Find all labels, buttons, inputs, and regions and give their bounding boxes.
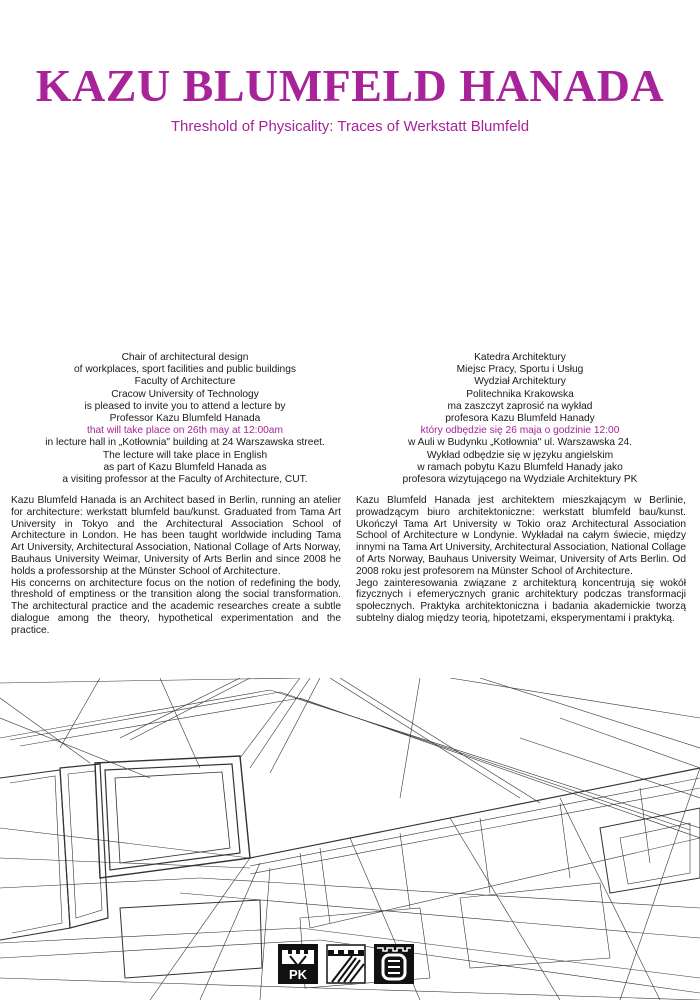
pk-logo-text: PK: [288, 967, 308, 982]
invite-line: Chair of architectural design: [121, 352, 249, 363]
bio-paragraph: Kazu Blumfeld Hanada is an Architect based in Berlin, running an atelier for architecture: werkstatt blumfeld bau/kunst. Graduated from Tama Art University in Tokyo and the Architectural Association School of Architecture in London. He has been taught worldwide including Tama Art University, Architectural Association, National Collage of Arts Norway, Bauhaus University Weimar, University of Arts Berlin and since 2008 he holds a professorship at the Münster School of Architecture.: [11, 495, 341, 577]
invite-line: profesora Kazu Blumfeld Hanady: [445, 413, 595, 425]
invite-line: ma zaszczyt zaprosić na wykład: [447, 400, 593, 412]
page-title: KAZU BLUMFELD HANADA: [35, 60, 665, 111]
bio-paragraph: Kazu Blumfeld Hanada jest architektem mieszkającym w Berlinie, prowadzącym biuro architektoniczne: werkstatt blumfeld bau/kunst. Ukończył Tama Art University w Tokio oraz Architectural Association School of Architecture w Londynie. Wykładał na całym świecie, między innymi na Tama Art University, Architectural Association, National Collage of Arts Norway, Bauhaus University Weimar, University of Arts Berlin. Od 2008 roku jest profesorem na Münster School of Architecture.: [356, 495, 686, 577]
invitation-english: [20, 352, 350, 486]
bio-paragraph: His concerns on architecture focus on the notion of redefining the body, threshold of emptiness or the transition along the social transformation. The architectural practice and the academic researches create a subtle dialogue among the theory, hypothetical experimentation and the practice.: [11, 577, 341, 636]
biography-english: [11, 495, 341, 637]
invite-line: The lecture will take place in English: [102, 449, 268, 461]
pk-castle-logo-icon: [278, 944, 318, 984]
subtitle: Threshold of Physicality: Traces of Werkstatt Blumfeld: [170, 118, 530, 135]
invite-line: Wydział Architektury: [474, 376, 566, 388]
bio-paragraph: Jego zainteresowania związane z architekturą koncentrują się wokół fizycznych i efemerycznych granic architektury podczas transformacji społecznych. Praktyka architektoniczna i badania akademickie tworzą subtelny dialog między teorią, hipotetzami, eksperymentami i praktyką.: [356, 577, 686, 624]
invite-line: Cracow University of Technology: [111, 388, 259, 400]
invite-line: Wykład odbędzie się w języku angielskim: [426, 449, 614, 461]
invite-line: Katedra Architektury: [474, 352, 566, 363]
invite-line: profesora wizytującego na Wydziale Architektury PK: [402, 474, 638, 486]
invite-line: in lecture hall in „Kotłownia" building at 24 Warszawska street.: [45, 437, 325, 449]
faculty-stripes-logo-icon: [326, 944, 366, 984]
invite-line: Faculty of Architecture: [134, 376, 236, 388]
invite-line: a visiting professor at the Faculty of Architecture, CUT.: [62, 474, 308, 486]
biography-polish: [356, 495, 686, 625]
chair-emblem-logo-icon: [374, 944, 414, 984]
institution-logos: [278, 944, 414, 988]
invitation-polish: [355, 352, 685, 486]
invite-date-line: that will take place on 26th may at 12:00am: [87, 425, 283, 437]
invite-date-line: który odbędzie się 26 maja o godzinie 12:00: [420, 425, 620, 437]
invite-line: Professor Kazu Blumfeld Hanada: [109, 413, 261, 425]
invite-line: Politechnika Krakowska: [466, 388, 574, 400]
invite-line: w Auli w Budynku „Kotłownia" ul. Warszawska 24.: [407, 437, 633, 449]
invite-line: w ramach pobytu Kazu Blumfeld Hanady jako: [417, 461, 623, 473]
invite-line: as part of Kazu Blumfeld Hanada as: [103, 461, 267, 473]
invite-line: of workplaces, sport facilities and public buildings: [74, 364, 296, 376]
invite-line: is pleased to invite you to attend a lecture by: [84, 400, 286, 412]
invite-line: Miejsc Pracy, Sportu i Usług: [456, 364, 584, 376]
